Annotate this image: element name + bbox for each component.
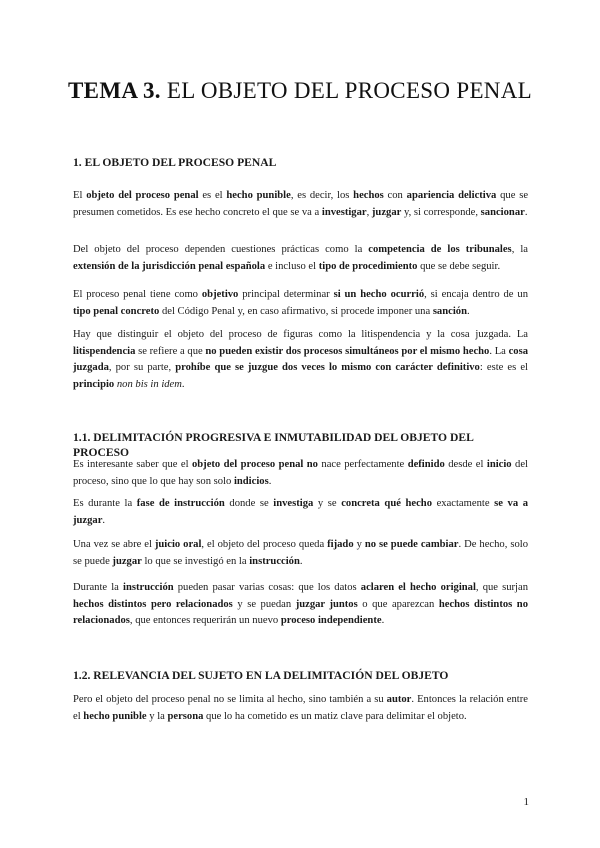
paragraph [73,188,528,221]
text-run: y la [146,710,168,722]
bold-term: objetivo [201,289,239,300]
bold-term: hecho punible [83,710,147,722]
paragraph [73,580,528,630]
text-run: desde el [444,459,487,470]
text-run: o que aparezcan [357,598,439,610]
bold-term: fase de instrucción [136,498,225,509]
text-run: . Entonces la relación entre el [73,694,528,722]
text-run: , el objeto del proceso queda [201,539,328,550]
text-run: . [466,305,470,317]
bold-term: tipo de procedimiento [318,260,418,272]
text-run: . [268,475,272,487]
text-run: , es decir, los [290,190,354,201]
text-run: , por su parte, [108,362,176,373]
bold-term: si un hecho ocurrió [333,289,425,300]
bold-term: hechos distintos no relacionados [73,598,528,626]
bold-term: proceso independiente [280,615,382,626]
bold-term: prohíbe que se juzgue dos veces lo mismo con carácter definitivo [175,362,480,373]
bold-term: extensión de la jurisdicción penal española [73,260,266,272]
text-run: Es durante la [73,498,137,509]
bold-term: no se puede cambiar [364,539,459,550]
bold-term: cosa juzgada [73,345,529,373]
text-run: . [381,615,385,626]
paragraph [73,692,528,725]
bold-term: autor [386,694,412,705]
bold-term: hechos distintos pero relacionados [73,598,233,610]
bold-term: objeto del proceso penal no [191,459,318,470]
text-run: , que entonces requerirán un nuevo [129,615,281,626]
bold-term: no pueden existir dos procesos simultáneos por el mismo hecho [205,345,490,357]
text-run: con [383,190,407,201]
text-run: que lo ha cometido es un matiz clave para delimitar el objeto. [203,710,467,722]
text-run: principal determinar [238,289,334,300]
bold-term: aclaren el hecho original [360,582,476,593]
bold-term: tipo penal concreto [73,305,160,317]
paragraph [73,242,528,275]
page-title [60,74,540,107]
bold-term: juicio oral [154,539,202,550]
bold-term: investiga [273,498,314,509]
bold-term: hechos [353,190,384,201]
text-run: y se puedan [232,598,296,610]
bold-term: concreta qué hecho [341,498,432,509]
text-run: . [181,378,185,390]
title-prefix: TEMA 3. [68,78,161,103]
text-run: El [73,190,87,201]
bold-term: juzgar juntos [295,598,358,610]
text-run: Pero el objeto del proceso penal no se limita al hecho, sino también a su [73,694,387,705]
text-run: Es interesante saber que el [73,459,192,470]
text-run: e incluso el [265,260,319,272]
section-heading-1-2: 1.2. RELEVANCIA DEL SUJETO EN LA DELIMITACIÓN DEL OBJETO [73,669,449,682]
paragraph [73,537,528,570]
text-run: y se [313,498,342,509]
text-run: Hay que distinguir el objeto del proceso de figuras como la litispendencia y la cosa juzgada. La [73,329,528,340]
bold-term: definido [407,459,445,470]
text-run: Durante la [73,582,124,593]
text-run: que se debe seguir. [417,260,501,272]
text-run: Una vez se abre el [73,539,155,550]
paragraph [73,457,528,490]
bold-term: se va a juzgar [73,498,528,526]
title-rest: EL OBJETO DEL PROCESO PENAL [160,78,532,103]
text-run: del proceso, sino que lo que hay son solo [73,459,528,487]
bold-term: apariencia delictiva [406,190,497,201]
bold-term: instrucción [123,582,174,593]
bold-term: hecho punible [226,190,291,201]
text-run: pueden pasar varias cosas: que los datos [173,582,361,593]
bold-term: sancionar [480,206,525,218]
text-run: . La [489,345,509,357]
bold-term: juzgar [371,206,402,218]
text-run: y, si corresponde, [401,206,481,218]
text-run: . [102,514,106,526]
paragraph [73,496,528,529]
bold-term: objeto del proceso penal [86,190,199,201]
text-run: nace perfectamente [317,459,408,470]
bold-term: principio [73,378,115,390]
paragraph [73,287,528,320]
text-run: . [524,206,528,218]
text-run: , si encaja dentro de un [424,289,528,300]
bold-term: competencia de los tribunales [368,244,512,255]
text-run: que se presumen cometidos. Es ese hecho concreto el que se va a [73,190,529,218]
italic-term: non bis in idem [116,378,182,390]
bold-term: indicios [233,475,269,487]
bold-term: instrucción [249,555,300,567]
text-run: , [366,206,372,218]
text-run: . [299,555,303,567]
text-run: y [353,539,365,550]
text-run: donde se [224,498,274,509]
text-run: exactamente [432,498,495,509]
paragraph [73,327,528,393]
page-number: 1 [523,796,529,808]
bold-term: persona [167,710,204,722]
bold-term: fijado [327,539,354,550]
text-run: : este es el [479,362,528,373]
section-heading-1: 1. EL OBJETO DEL PROCESO PENAL [73,156,277,169]
bold-term: juzgar [112,555,142,567]
text-run: es el [198,190,227,201]
text-run: del Código Penal y, en caso afirmativo, si procede imponer una [159,305,433,317]
bold-term: sanción [432,305,467,317]
section-heading-1-1: 1.1. DELIMITACIÓN PROGRESIVA E INMUTABILIDAD DEL OBJETO DEL PROCESO [73,431,474,459]
text-run: Del objeto del proceso dependen cuestiones prácticas como la [73,244,369,255]
bold-term: investigar [321,206,367,218]
text-run: lo que se investigó en la [141,555,250,567]
text-run: , la [511,244,528,255]
text-run: . De hecho, solo se puede [73,539,528,567]
text-run: , que surjan [475,582,528,593]
text-run: El proceso penal tiene como [73,289,202,300]
bold-term: litispendencia [73,345,136,357]
bold-term: inicio [486,459,512,470]
text-run: se refiere a que [135,345,206,357]
